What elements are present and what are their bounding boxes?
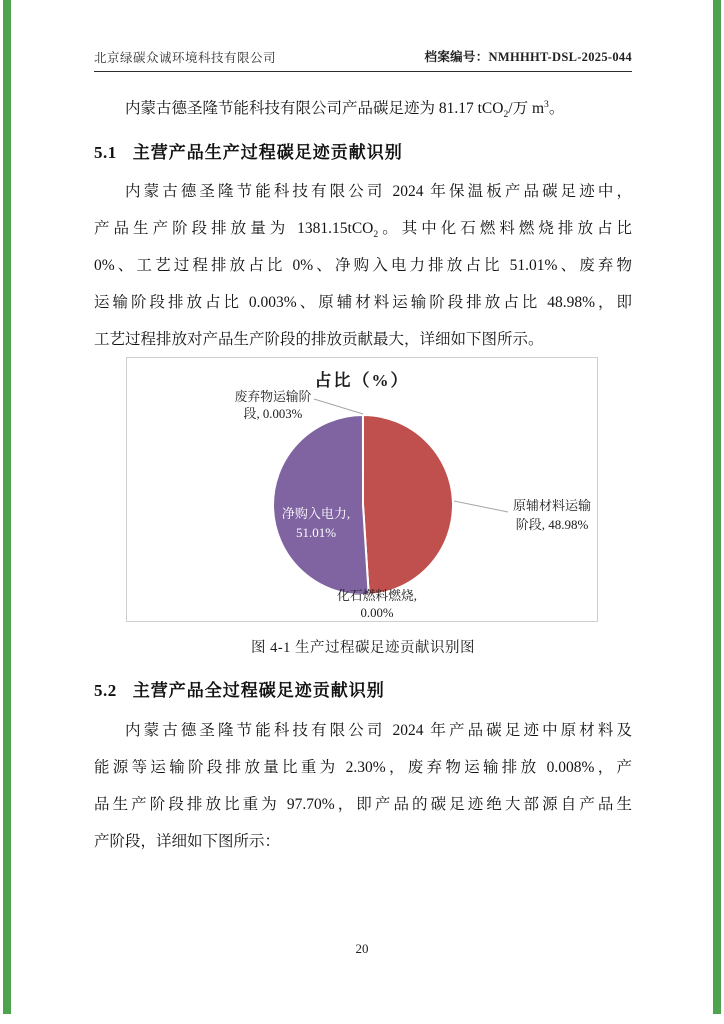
purchased-power-label: 净购入电力, 51.01% [281, 506, 351, 540]
section-5-1-paragraph: 内蒙古德圣隆节能科技有限公司 2024 年保温板产品碳足迹中， 产品生产阶段排放量为 1381.15tCO$_2$。其中化石燃料燃烧排放占比 0%、工艺过程排放占比 0%、净购入电力排放占比 51.01%、废弃物 运输阶段排放占比 0.003%、原辅材料运输阶段排放占比 48.98%，即 工艺过程排放对产品生产阶段的排放贡献最大，详细如下图所示。 [94, 183, 632, 348]
left-border-bar [3, 0, 11, 1014]
fossil-fuel-label: 化石燃料燃烧, 0.00% [337, 589, 417, 620]
section-number: 5.1 [94, 143, 117, 162]
header-divider [94, 71, 632, 72]
header-company-name: 北京绿碳众诚环境科技有限公司 [94, 51, 277, 65]
section-5-2-paragraph: 内蒙古德圣隆节能科技有限公司 2024 年产品碳足迹中原材料及 能源等运输阶段排放量比重为 2.30%，废弃物运输排放 0.008%，产 品生产阶段排放比重为 97.70%，即产品的碳足迹绝大部源自产品生 产阶段，详细如下图所示： [94, 722, 632, 850]
intro-paragraph: 内蒙古德圣隆节能科技有限公司产品碳足迹为 81.17 tCO$_2$/万 $m^3$。 [125, 98, 565, 121]
pie-slice [363, 415, 453, 595]
file-number-label: 档案编号： [424, 50, 489, 64]
pie-chart [127, 358, 597, 621]
page-number: 20 [355, 941, 369, 956]
section-5-1-heading [94, 138, 403, 163]
waste-transport-label: 废弃物运输阶 段, 0.003% [234, 390, 312, 421]
pie-chart-panel [126, 357, 598, 622]
chart-title: 占比（%） [314, 371, 410, 390]
header-file-number [425, 47, 632, 65]
waste-leader-line [314, 399, 363, 414]
raw-material-leader-line [454, 501, 508, 512]
right-border-bar [713, 0, 721, 1014]
section-title: 主营产品全过程碳足迹贡献识别 [132, 681, 385, 700]
file-number-value: NMHHHT-DSL-2025-044 [488, 50, 632, 64]
raw-material-label: 原辅材料运输 阶段, 48.98% [512, 498, 591, 532]
section-5-2-heading [94, 676, 385, 701]
section-number: 5.2 [94, 681, 117, 700]
figure-caption: 图 4-1 生产过程碳足迹贡献识别图 [250, 640, 476, 656]
section-title: 主营产品生产过程碳足迹贡献识别 [132, 143, 403, 162]
